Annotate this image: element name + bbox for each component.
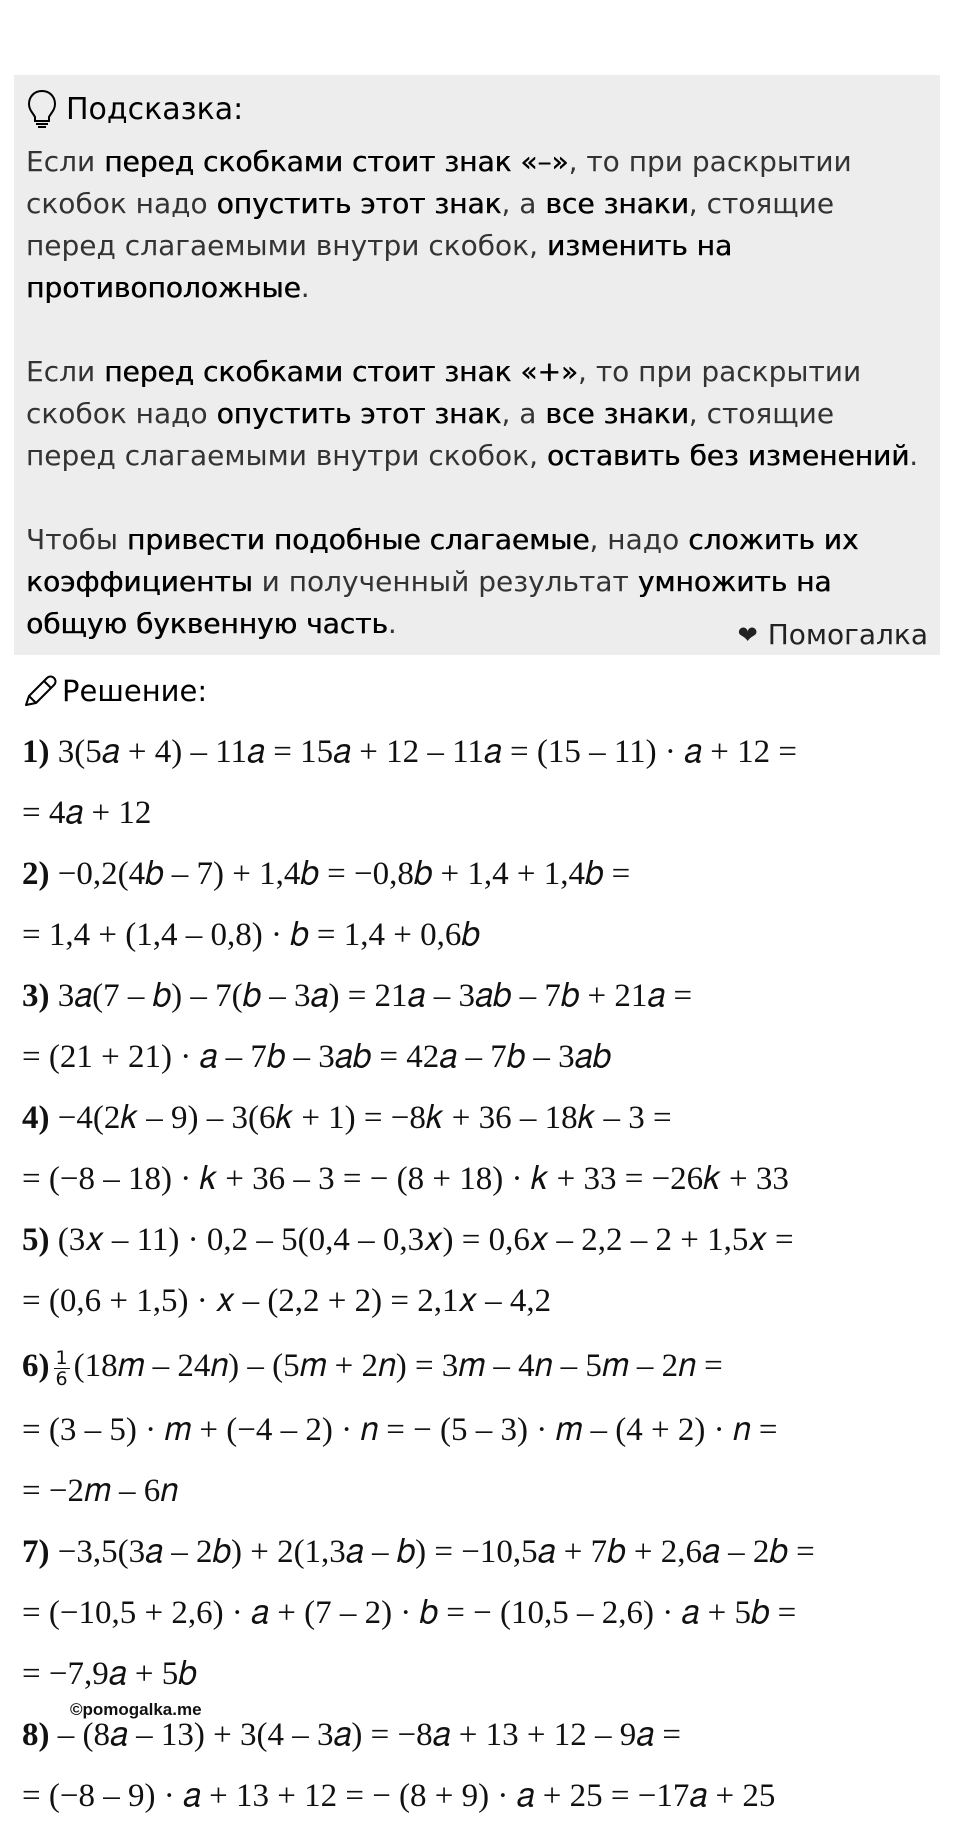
- brand-credit: [738, 618, 928, 651]
- math-text: 3(5𝑎 + 4) – 11𝑎 = 15𝑎 + 12 – 11𝑎 = (15 – 11) · 𝑎 + 12 =: [49, 734, 798, 770]
- hint-box: [14, 75, 940, 655]
- math-line: [22, 966, 815, 1027]
- text-run: , стоящие перед слагаемыми внутри скобок,: [26, 397, 835, 472]
- math-text: = (3 – 5) · 𝑚 + (−4 – 2) · 𝑛 = − (5 – 3) · 𝑚 – (4 + 2) · 𝑛 =: [22, 1412, 778, 1448]
- watermark: ©pomogalka.me: [70, 1700, 202, 1719]
- text-run: , а: [501, 397, 546, 430]
- text-run: .: [300, 271, 310, 304]
- math-text: = 1,4 + (1,4 – 0,8) · 𝑏 = 1,4 + 0,6𝑏: [22, 917, 480, 953]
- hint-title: Подсказка:: [66, 91, 244, 127]
- solution-lines: [22, 722, 815, 1827]
- math-text: = −2𝑚 – 6𝑛: [22, 1473, 178, 1509]
- math-line: [22, 1027, 815, 1088]
- text-run: и полученный результат: [252, 565, 638, 598]
- math-line: [22, 1271, 815, 1332]
- math-text: −0,2(4𝑏 – 7) + 1,4𝑏 = −0,8𝑏 + 1,4 + 1,4𝑏 =: [49, 856, 631, 892]
- text-run: , а: [501, 187, 546, 220]
- math-line: [22, 1210, 815, 1271]
- text-emphasis: привести подобные слагаемые: [126, 523, 590, 556]
- math-text: = −7,9𝑎 + 5𝑏: [22, 1656, 197, 1692]
- text-run: Чтобы: [26, 523, 127, 556]
- math-line: [22, 1644, 815, 1705]
- task-number: 6): [22, 1348, 50, 1384]
- math-line: [22, 1522, 815, 1583]
- heart-icon: ❤: [737, 620, 758, 649]
- text-run: .: [909, 439, 919, 472]
- text-emphasis: изменить на противоположные: [26, 229, 733, 304]
- hint-header: [26, 83, 928, 135]
- math-text: – (8𝑎 – 13) + 3(4 – 3𝑎) = −8𝑎 + 13 + 12 – 9𝑎 =: [49, 1717, 682, 1753]
- text-run: , надо: [589, 523, 689, 556]
- task-number: 3): [22, 978, 50, 1014]
- task-number: 4): [22, 1100, 50, 1136]
- task-number: 5): [22, 1222, 50, 1258]
- math-text: = (0,6 + 1,5) · 𝑥 – (2,2 + 2) = 2,1𝑥 – 4,2: [22, 1283, 552, 1319]
- math-text: −3,5(3𝑎 – 2𝑏) + 2(1,3𝑎 – 𝑏) = −10,5𝑎 + 7𝑏 + 2,6𝑎 – 2𝑏 =: [49, 1534, 815, 1570]
- pencil-icon: [22, 673, 58, 709]
- math-text: = (−8 – 9) · 𝑎 + 13 + 12 = − (8 + 9) · 𝑎 + 25 = −17𝑎 + 25: [22, 1778, 776, 1814]
- task-number: 2): [22, 856, 50, 892]
- math-line: [22, 783, 815, 844]
- fraction-numerator: 1: [55, 1346, 68, 1369]
- solution-header: [22, 668, 207, 714]
- text-emphasis: все знаки: [545, 397, 689, 430]
- math-text: = 4𝑎 + 12: [22, 795, 152, 831]
- brand-name: Помогалка: [767, 618, 928, 651]
- text-run: , стоящие перед слагаемыми внутри скобок,: [26, 187, 835, 262]
- math-line: [22, 844, 815, 905]
- text-run: , то при раскрытии скобок надо: [26, 145, 852, 220]
- text-emphasis: опустить этот знак: [216, 397, 502, 430]
- math-line: [22, 1583, 815, 1644]
- fraction-one-sixth: [54, 1348, 70, 1389]
- fraction-denominator: 6: [55, 1367, 68, 1390]
- math-line: [22, 1461, 815, 1522]
- text-emphasis: все знаки: [545, 187, 689, 220]
- lightbulb-icon: [26, 89, 58, 129]
- text-emphasis: умножить на общую буквенную часть: [26, 565, 832, 640]
- math-line: [22, 1149, 815, 1210]
- math-text: (18𝑚 – 24𝑛) – (5𝑚 + 2𝑛) = 3𝑚 – 4𝑛 – 5𝑚 – 2𝑛 =: [73, 1348, 723, 1384]
- text-emphasis: перед скобками стоит знак «+»: [104, 355, 579, 388]
- text-emphasis: перед скобками стоит знак «–»: [104, 145, 569, 178]
- math-line: [22, 1766, 815, 1827]
- task-number: 1): [22, 734, 50, 770]
- hint-rule-plus: [26, 351, 928, 477]
- math-text: (3𝑥 – 11) · 0,2 – 5(0,4 – 0,3𝑥) = 0,6𝑥 – 2,2 – 2 + 1,5𝑥 =: [49, 1222, 794, 1258]
- solution-title: Решение:: [62, 674, 208, 708]
- text-emphasis: опустить этот знак: [216, 187, 502, 220]
- text-run: Если: [26, 145, 105, 178]
- math-line: [22, 722, 815, 783]
- math-text: = (21 + 21) · 𝑎 – 7𝑏 – 3𝑎𝑏 = 42𝑎 – 7𝑏 – 3𝑎𝑏: [22, 1039, 612, 1075]
- math-text: 3𝑎(7 – 𝑏) – 7(𝑏 – 3𝑎) = 21𝑎 – 3𝑎𝑏 – 7𝑏 + 21𝑎 =: [49, 978, 693, 1014]
- hint-rule-minus: [26, 141, 928, 309]
- math-line: [22, 905, 815, 966]
- math-line: [22, 1332, 815, 1400]
- text-emphasis: сложить их коэффициенты: [26, 523, 859, 598]
- task-number: 7): [22, 1534, 50, 1570]
- text-run: , то при раскрытии скобок надо: [26, 355, 862, 430]
- math-text: = (−10,5 + 2,6) · 𝑎 + (7 – 2) · 𝑏 = − (10,5 – 2,6) · 𝑎 + 5𝑏 =: [22, 1595, 797, 1631]
- math-line: [22, 1400, 815, 1461]
- text-emphasis: оставить без изменений: [546, 439, 910, 472]
- task-number: 8): [22, 1717, 50, 1753]
- math-line: [22, 1088, 815, 1149]
- math-text: = (−8 – 18) · 𝑘 + 36 – 3 = − (8 + 18) · 𝑘 + 33 = −26𝑘 + 33: [22, 1161, 789, 1197]
- text-run: .: [387, 607, 397, 640]
- math-text: −4(2𝑘 – 9) – 3(6𝑘 + 1) = −8𝑘 + 36 – 18𝑘 – 3 =: [49, 1100, 672, 1136]
- text-run: Если: [26, 355, 105, 388]
